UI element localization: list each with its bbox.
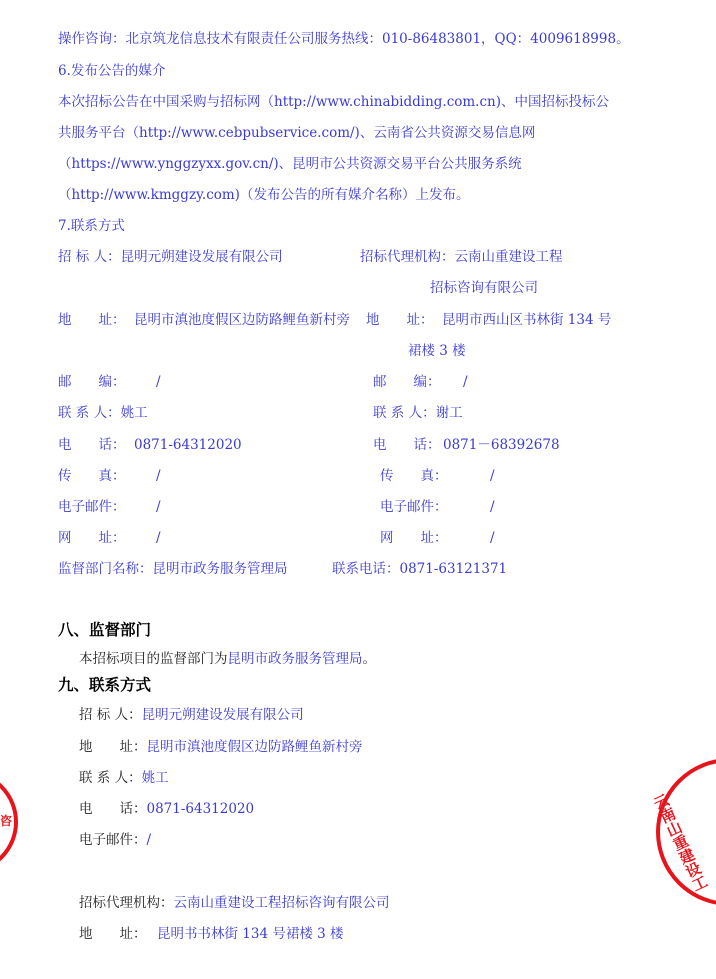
tenderer-web: / (156, 530, 161, 546)
s9-agency: 云南山重建设工程招标咨询有限公司 (173, 895, 390, 911)
s9-tenderer-row (79, 706, 304, 724)
tenderer-postcode-label: 邮 编： (58, 374, 126, 390)
agency-row (360, 248, 563, 266)
section6-line: 共服务平台（http://www.cebpubservice.com/)、云南省公共资源交易信息网 (58, 125, 536, 141)
agency-contact-row (373, 404, 463, 422)
agency-contact-label: 联 系 人： (373, 405, 436, 421)
supervision-name: 昆明市政务服务管理局 (152, 561, 288, 577)
s9-phone-row (79, 800, 254, 818)
tenderer-contact-row (58, 404, 148, 422)
agency-postcode-label: 邮 编： (373, 374, 441, 390)
s9-address-row (79, 738, 363, 756)
section6-title: 6.发布公告的媒介 (58, 63, 166, 79)
agency-phone-row (373, 436, 560, 454)
agency-address-line1: 昆明市西山区书林街 134 号 (442, 312, 612, 328)
tenderer-phone: 0871-64312020 (134, 437, 242, 453)
supervision-phone-label: 联系电话： (332, 561, 400, 577)
section8-title: 八、监督部门 (58, 621, 152, 639)
section8-body-suffix: 。 (362, 651, 376, 667)
supervision-row (58, 560, 288, 578)
agency-address-label: 地 址： (366, 312, 434, 328)
section8-body (79, 650, 376, 668)
section6-line: （https://www.ynggzyxx.gov.cn/)、昆明市公共资源交易平台公共服务系统 (58, 156, 522, 172)
agency-email: / (490, 499, 495, 515)
agency-web-row (380, 529, 495, 547)
tenderer-email-row (58, 498, 161, 516)
s9-address-label: 地 址： (79, 739, 147, 755)
tenderer-web-row (58, 529, 161, 547)
agency-email-row (380, 498, 495, 516)
s9-contact-label: 联 系 人： (79, 770, 142, 786)
agency-address-row (366, 311, 611, 329)
section8-body-name: 昆明市政务服务管理局 (227, 651, 363, 667)
tenderer-row (58, 248, 283, 266)
agency-phone: 0871－68392678 (443, 437, 560, 453)
s9-agency-row (79, 894, 390, 912)
tenderer-web-label: 网 址： (58, 530, 126, 546)
tenderer-address-label: 地 址： (58, 312, 126, 328)
official-seal-left-text: 咨 (0, 814, 13, 828)
supervision-phone: 0871-63121371 (399, 561, 508, 577)
tenderer-label: 招 标 人： (58, 249, 121, 265)
tenderer-postcode-row (58, 373, 161, 391)
agency-contact: 谢工 (435, 405, 463, 421)
section9-title: 九、联系方式 (58, 676, 152, 694)
agency-postcode: / (463, 374, 468, 390)
tenderer-email-label: 电子邮件： (58, 499, 126, 515)
tenderer-email: / (156, 499, 161, 515)
ops-consult-line: 操作咨询：北京筑龙信息技术有限责任公司服务热线：010-86483801，QQ：4009618998。 (58, 31, 630, 47)
s9-agency-address-label: 地 址： (79, 926, 147, 942)
tenderer-phone-row (58, 436, 242, 454)
section7-title: 7.联系方式 (58, 218, 125, 234)
supervision-phone-row (332, 560, 507, 578)
agency-fax-label: 传 真： (380, 468, 448, 484)
agency-fax: / (490, 468, 495, 484)
tenderer-name: 昆明元朔建设发展有限公司 (120, 249, 283, 265)
s9-phone: 0871-64312020 (146, 801, 255, 817)
section6-line: （http://www.kmggzy.com)（发布公告的所有媒介名称）上发布。 (58, 187, 470, 203)
tenderer-fax: / (156, 468, 161, 484)
tenderer-postcode: / (156, 374, 161, 390)
agency-phone-label: 电 话： (373, 437, 441, 453)
tenderer-address-row (58, 311, 350, 329)
section8-body-prefix: 本招标项目的监督部门为 (79, 651, 228, 667)
s9-address: 昆明市滇池度假区边防路鲤鱼新村旁 (146, 739, 363, 755)
agency-postcode-row (373, 373, 468, 391)
agency-name-line1: 云南山重建设工程 (454, 249, 563, 265)
agency-fax-row (380, 467, 495, 485)
tenderer-fax-label: 传 真： (58, 468, 126, 484)
agency-label: 招标代理机构： (360, 249, 455, 265)
s9-agency-address: 昆明书书林街 134 号裙楼 3 楼 (157, 926, 344, 942)
agency-web-label: 网 址： (380, 530, 448, 546)
section6-line: 本次招标公告在中国采购与招标网（http://www.chinabidding.com.cn)、中国招标投标公 (58, 94, 609, 110)
agency-email-label: 电子邮件： (380, 499, 448, 515)
agency-name-line2: 招标咨询有限公司 (430, 280, 538, 296)
tenderer-contact-label: 联 系 人： (58, 405, 121, 421)
tenderer-phone-label: 电 话： (58, 437, 126, 453)
s9-contact-row (79, 769, 169, 787)
s9-email-row (79, 831, 151, 849)
official-seal-right-text: 云南山重建设工 (649, 791, 711, 894)
s9-contact: 姚工 (141, 770, 169, 786)
agency-web: / (490, 530, 495, 546)
s9-email-label: 电子邮件： (79, 832, 147, 848)
s9-tenderer-name: 昆明元朔建设发展有限公司 (141, 707, 304, 723)
supervision-label: 监督部门名称： (58, 561, 153, 577)
tenderer-fax-row (58, 467, 161, 485)
tenderer-contact: 姚工 (120, 405, 148, 421)
agency-address-line2: 裙楼 3 楼 (408, 343, 466, 359)
s9-agency-label: 招标代理机构： (79, 895, 174, 911)
s9-tenderer-label: 招 标 人： (79, 707, 142, 723)
tenderer-address: 昆明市滇池度假区边防路鲤鱼新村旁 (134, 312, 350, 328)
s9-phone-label: 电 话： (79, 801, 147, 817)
s9-agency-address-row (79, 925, 344, 943)
s9-email: / (146, 832, 152, 848)
